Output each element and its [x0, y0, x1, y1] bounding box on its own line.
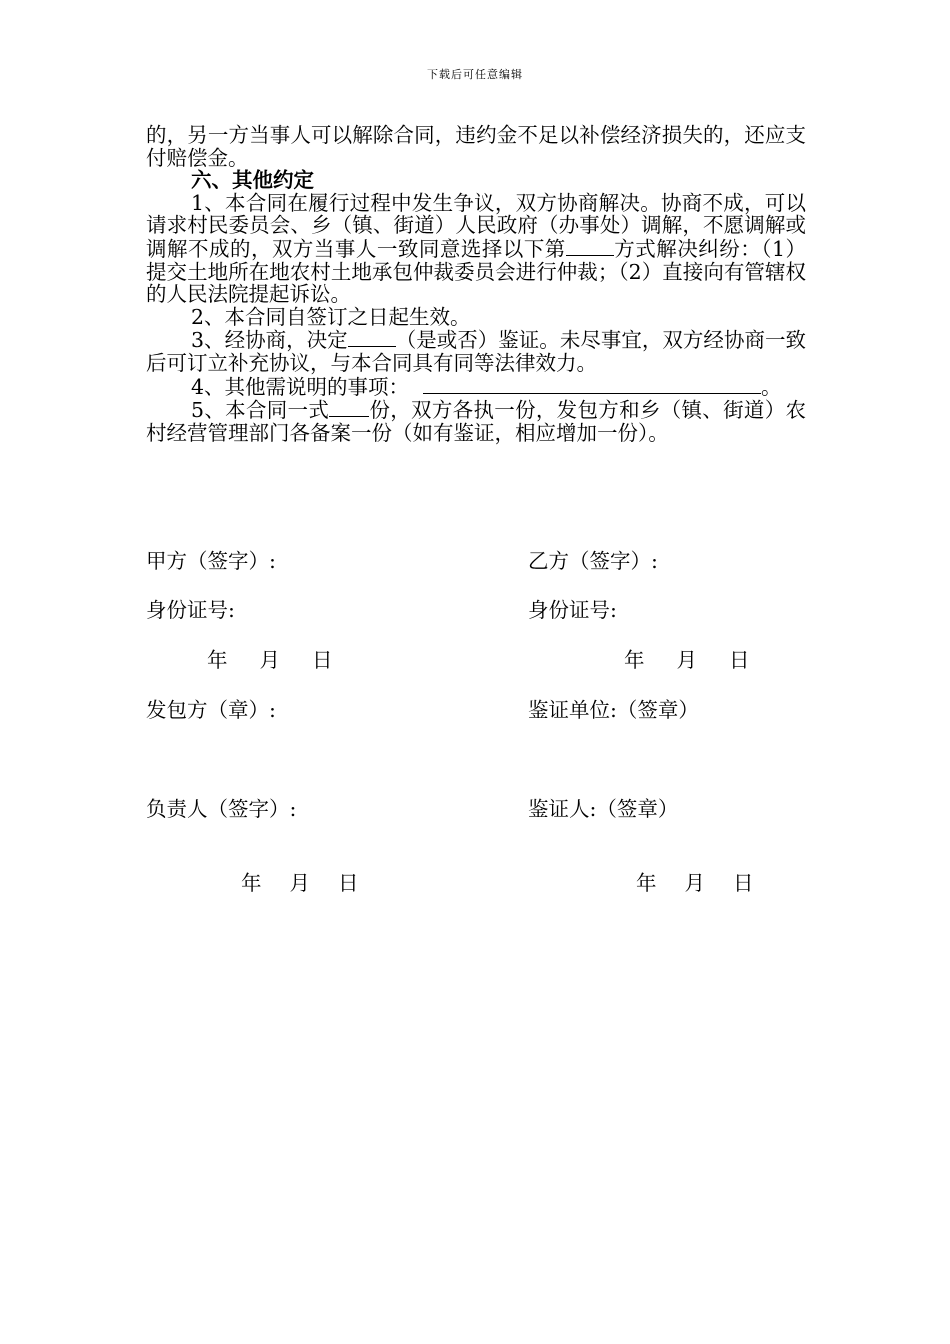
year-label: 年: [624, 648, 645, 672]
party-a-signature-label: 甲方（签字）:: [146, 549, 276, 573]
party-b-signature-label: 乙方（签字）:: [528, 549, 658, 573]
contractor-seal-label: 发包方（章）:: [146, 698, 276, 722]
clause-1-text-a: 1、本合同在履行过程中发生争议，双方协商解决。协商不成，可以请求村民委员会、乡（镇、街道）人民政府（办事处）调解，不愿调解或调解不成的，双方当事人一致同意选择以下第: [146, 190, 806, 261]
dispute-method-blank[interactable]: [566, 237, 614, 256]
clause-4: [146, 375, 806, 399]
party-a-date: [207, 648, 333, 672]
day-label: 日: [338, 871, 359, 895]
copies-count-blank[interactable]: [329, 398, 369, 417]
contract-body: [146, 124, 806, 444]
month-label: 月: [676, 648, 697, 672]
verification-choice-blank[interactable]: [348, 328, 396, 347]
other-matters-blank[interactable]: [423, 375, 761, 394]
contractor-date: [241, 871, 359, 895]
verifier-date: [636, 871, 754, 895]
clause-5: [146, 398, 806, 444]
party-a-id-label: 身份证号:: [146, 598, 235, 622]
continuation-paragraph: 的，另一方当事人可以解除合同，违约金不足以补偿经济损失的，还应支付赔偿金。: [146, 123, 806, 170]
verifier-seal-label: 鉴证人:（签章）: [528, 797, 679, 821]
clause-3-text-b: （是或否）鉴证。未尽事宜，双方经协商一致后可订立补充协议，与本合同具有同等法律效力。: [146, 328, 806, 375]
clause-4-text-a: 4、其他需说明的事项：: [191, 374, 410, 399]
responsible-signature-label: 负责人（签字）:: [146, 797, 297, 821]
clause-5-text-a: 5、本合同一式: [191, 398, 330, 423]
clause-4-text-b: 。: [761, 374, 782, 399]
clause-3: [146, 328, 806, 374]
year-label: 年: [207, 648, 228, 672]
day-label: 日: [729, 648, 750, 672]
party-b-id-label: 身份证号:: [528, 598, 617, 622]
party-b-date: [624, 648, 750, 672]
page-header: 下载后可任意编辑: [427, 68, 523, 81]
year-label: 年: [241, 871, 262, 895]
clause-1-text-b: 方式解决纠纷：（1）提交土地所在地农村土地承包仲裁委员会进行仲裁；（2）直接向有管辖权的人民法院提起诉讼。: [146, 236, 807, 307]
month-label: 月: [684, 871, 705, 895]
month-label: 月: [259, 648, 280, 672]
section-title: 六、其他约定: [191, 168, 314, 193]
day-label: 日: [312, 648, 333, 672]
day-label: 日: [733, 871, 754, 895]
verifier-unit-seal-label: 鉴证单位:（签章）: [528, 698, 699, 722]
clause-5-text-b: 份，双方各执一份，发包方和乡（镇、街道）农村经营管理部门各备案一份（如有鉴证，相应增加一份）。: [146, 398, 806, 445]
clause-1: [146, 192, 806, 306]
clause-2: 2、本合同自签订之日起生效。: [191, 304, 471, 329]
month-label: 月: [289, 871, 310, 895]
clause-3-text-a: 3、经协商，决定: [191, 328, 348, 353]
year-label: 年: [636, 871, 657, 895]
